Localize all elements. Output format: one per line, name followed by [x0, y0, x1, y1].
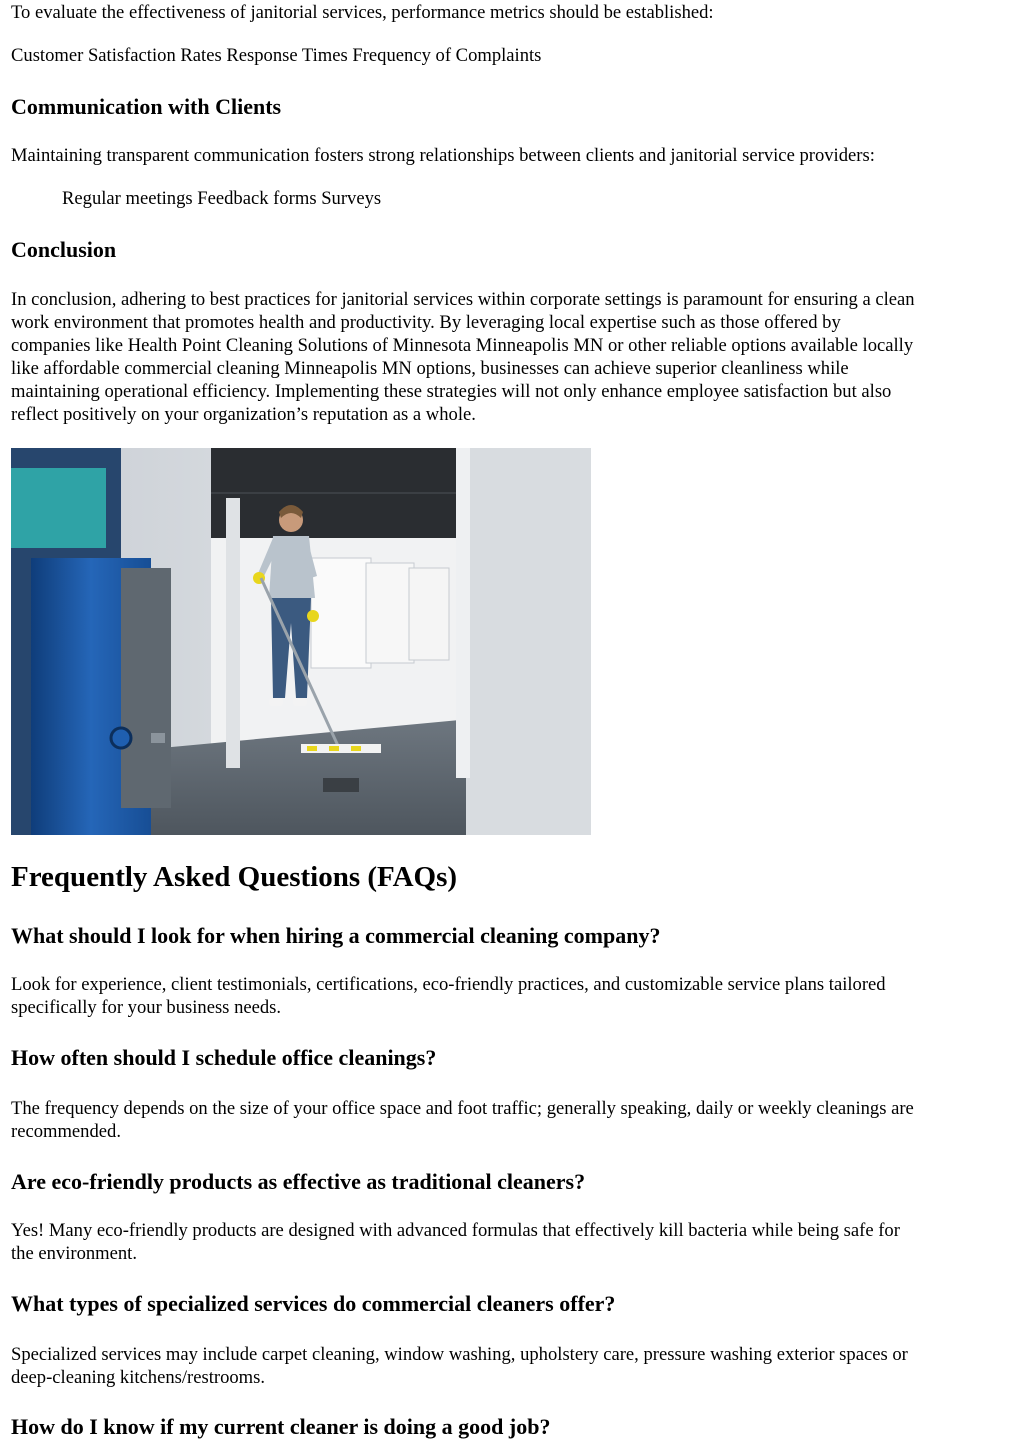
- conclusion-line: work environment that promotes health and productivity. By leveraging local expertise such as those offered by: [11, 312, 841, 333]
- conclusion-line: companies like Health Point Cleaning Solutions of Minnesota Minneapolis MN or other reliable options available locally: [11, 335, 914, 356]
- faq-question: How do I know if my current cleaner is doing a good job?: [11, 1414, 551, 1439]
- communication-heading: Communication with Clients: [11, 94, 282, 119]
- conclusion-line: In conclusion, adhering to best practices for janitorial services within corporate settings is paramount for ensuring a clean: [11, 289, 915, 310]
- faq-answer-line: the environment.: [11, 1243, 137, 1264]
- communication-list: Regular meetings Feedback forms Surveys: [62, 188, 382, 209]
- communication-text: Maintaining transparent communication fosters strong relationships between clients and janitorial service providers:: [11, 145, 875, 166]
- faq-heading: Frequently Asked Questions (FAQs): [11, 861, 458, 893]
- faq-answer: [11, 1343, 1016, 1389]
- janitor-mopping-restroom-photo: [11, 448, 591, 835]
- faq-answer-line: The frequency depends on the size of your office space and foot traffic; generally speaking, daily or weekly cleanings are: [11, 1098, 914, 1119]
- conclusion-heading: Conclusion: [11, 237, 117, 262]
- conclusion-line: like affordable commercial cleaning Minneapolis MN options, businesses can achieve superior cleanliness while: [11, 358, 849, 379]
- metrics-list: Customer Satisfaction Rates Response Times Frequency of Complaints: [11, 45, 542, 66]
- conclusion-line: maintaining operational efficiency. Implementing these strategies will not only enhance employee satisfaction but also: [11, 381, 892, 402]
- faq-answer-line: deep-cleaning kitchens/restrooms.: [11, 1367, 266, 1388]
- metrics-intro-text: To evaluate the effectiveness of janitorial services, performance metrics should be established:: [11, 2, 714, 23]
- faq-answer: [11, 1219, 1016, 1265]
- photo-illustration: [11, 448, 591, 835]
- conclusion-line: reflect positively on your organization’s reputation as a whole.: [11, 404, 476, 425]
- faq-answer-line: Yes! Many eco-friendly products are designed with advanced formulas that effectively kill bacteria while being safe for: [11, 1220, 900, 1241]
- faq-answer-line: specifically for your business needs.: [11, 997, 282, 1018]
- faq-question: What types of specialized services do commercial cleaners offer?: [11, 1291, 616, 1316]
- faq-answer: [11, 1097, 1016, 1143]
- faq-answer-line: Specialized services may include carpet cleaning, window washing, upholstery care, pressure washing exterior spaces or: [11, 1344, 908, 1365]
- faq-answer: [11, 973, 1016, 1019]
- faq-question: How often should I schedule office cleanings?: [11, 1045, 437, 1070]
- faq-answer-line: recommended.: [11, 1121, 121, 1142]
- faq-question: Are eco-friendly products as effective as traditional cleaners?: [11, 1169, 586, 1194]
- faq-answer-line: Look for experience, client testimonials, certifications, eco-friendly practices, and customizable service plans tailored: [11, 974, 886, 995]
- conclusion-paragraph: [11, 288, 1016, 426]
- faq-question: What should I look for when hiring a commercial cleaning company?: [11, 923, 661, 948]
